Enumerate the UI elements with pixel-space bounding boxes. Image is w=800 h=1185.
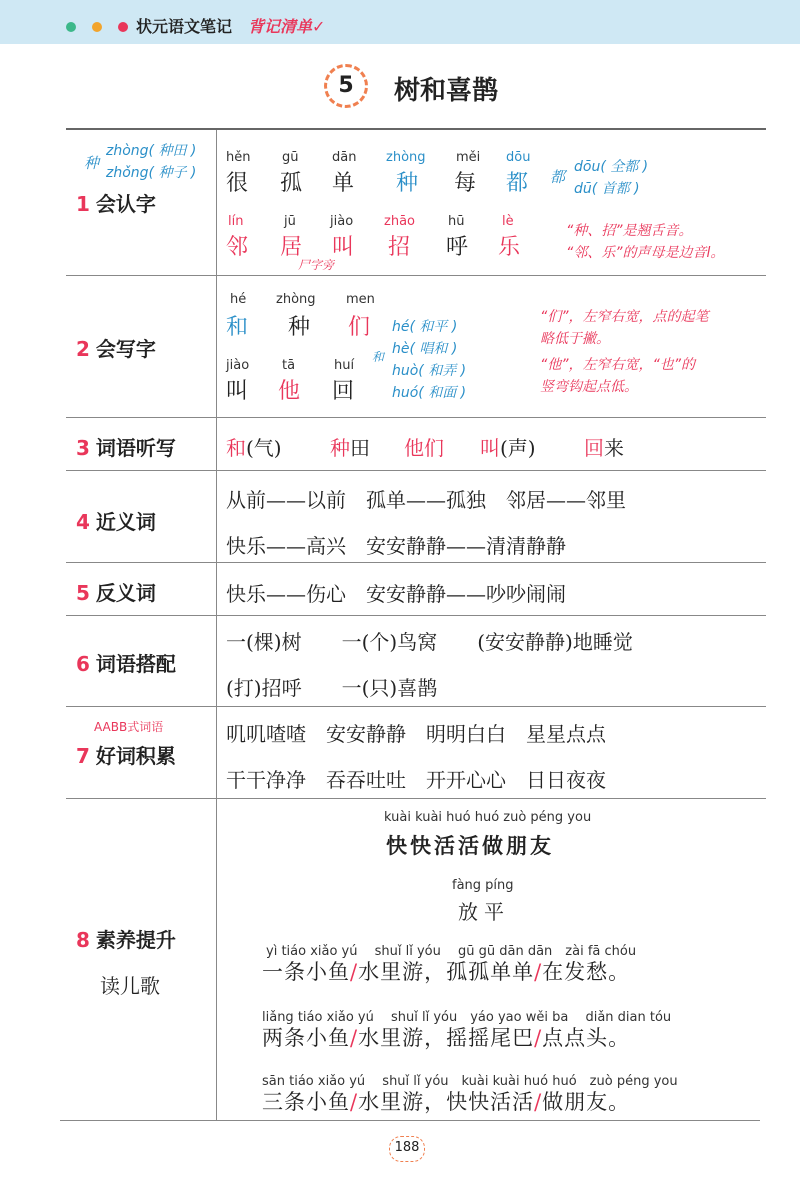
pinyin: zhòng bbox=[386, 150, 426, 165]
dictation-char: 他们 bbox=[404, 436, 444, 460]
pause-mark: / bbox=[350, 1090, 359, 1114]
rhyme-author: 放平 bbox=[458, 900, 510, 924]
character: 叫 bbox=[226, 379, 249, 404]
section-literacy-sublabel: 读儿歌 bbox=[100, 974, 160, 998]
write-note-4: 竖弯钩起点低。 bbox=[540, 379, 638, 395]
rhyme-segment: 三条小鱼 bbox=[262, 1090, 350, 1114]
section-number: 2 bbox=[76, 337, 90, 361]
dictation-item bbox=[584, 432, 624, 461]
character: 和 bbox=[226, 315, 249, 340]
dou-note-a: dōu( 全都 ) bbox=[574, 159, 649, 175]
pinyin: hé bbox=[230, 292, 247, 307]
section-recognize-label bbox=[76, 188, 156, 217]
synonyms-line: 快乐——高兴 安安静静——清清静静 bbox=[226, 534, 566, 558]
rhyme-title: 快快活活做朋友 bbox=[386, 834, 554, 858]
lesson-title: 树和喜鹊 bbox=[394, 76, 499, 106]
section-synonyms-label bbox=[76, 506, 156, 535]
he-note: hè( 唱和 ) bbox=[392, 341, 458, 357]
section-label-text: 反义词 bbox=[95, 581, 156, 605]
rhyme-segment: 水里游，摇摇尾巴 bbox=[358, 1026, 535, 1050]
recognize-note-2: “邻、乐”的声母是边音l。 bbox=[566, 245, 725, 261]
dictation-rest: 田 bbox=[350, 436, 370, 460]
section-literacy-label bbox=[76, 924, 176, 953]
header-bar bbox=[0, 0, 800, 44]
dictation-item bbox=[226, 432, 282, 461]
zhong-note-a: zhòng( 种田 ) bbox=[106, 143, 197, 159]
pinyin: hěn bbox=[226, 150, 251, 165]
write-note-2: 略低于撇。 bbox=[540, 331, 610, 347]
rhyme-segment: 点点头。 bbox=[542, 1026, 631, 1050]
dictation-char: 种 bbox=[330, 436, 350, 460]
collocation-line: (打)招呼 一(只)喜鹊 bbox=[226, 676, 438, 700]
good-words-line: 干干净净 吞吞吐吐 开开心心 日日夜夜 bbox=[226, 768, 606, 792]
he-note: hé( 和平 ) bbox=[392, 319, 458, 335]
character: 们 bbox=[348, 315, 371, 340]
rhyme-title-pinyin: kuài kuài huó huó zuò péng you bbox=[384, 810, 592, 825]
pause-mark: / bbox=[350, 1026, 359, 1050]
character: 回 bbox=[332, 379, 355, 404]
ju-radical-note: 尸字旁 bbox=[298, 258, 335, 272]
lesson-number: 5 bbox=[324, 64, 368, 108]
section-dictation-label bbox=[76, 432, 176, 461]
zhong-note-char: 种 bbox=[84, 154, 100, 172]
section-number: 3 bbox=[76, 436, 90, 460]
character: 很 bbox=[226, 171, 249, 196]
rhyme-segment: 做朋友。 bbox=[542, 1090, 631, 1114]
rhyme-segment: 一条小鱼 bbox=[262, 960, 350, 984]
row-divider bbox=[66, 798, 766, 799]
pause-mark: / bbox=[350, 960, 359, 984]
study-table bbox=[66, 128, 766, 1120]
list-title-text: 背记清单 bbox=[248, 17, 313, 36]
pause-mark: / bbox=[534, 1026, 543, 1050]
rhyme-line bbox=[262, 956, 630, 986]
dictation-rest: (气) bbox=[246, 436, 282, 460]
pinyin: zhāo bbox=[384, 214, 415, 229]
pinyin: měi bbox=[456, 150, 481, 165]
dictation-char: 和 bbox=[226, 436, 246, 460]
section-label-text: 近义词 bbox=[95, 510, 156, 534]
row-divider bbox=[66, 470, 766, 471]
rhyme-segment: 两条小鱼 bbox=[262, 1026, 350, 1050]
he-note: huó( 和面 ) bbox=[392, 385, 467, 401]
checkmark-icon: ✓ bbox=[312, 17, 326, 36]
row-divider bbox=[66, 562, 766, 563]
aabb-note: AABB式词语 bbox=[94, 720, 164, 734]
rhyme-line-pinyin: yì tiáo xiǎo yú shuǐ lǐ yóu gū gū dān dān zài fā chóu bbox=[266, 944, 637, 959]
section-number: 6 bbox=[76, 652, 90, 676]
rhyme-segment: 水里游，孤孤单单 bbox=[358, 960, 535, 984]
write-note-1: “们”，左窄右宽，点的起笔 bbox=[540, 309, 709, 325]
section-label-text: 素养提升 bbox=[95, 928, 176, 952]
column-divider bbox=[216, 130, 217, 1120]
book-title: 状元语文笔记 bbox=[136, 17, 233, 36]
section-antonyms-label bbox=[76, 577, 156, 606]
character: 每 bbox=[454, 171, 477, 196]
pinyin: hū bbox=[448, 214, 465, 229]
section-label-text: 会认字 bbox=[95, 192, 156, 216]
dou-note-char: 都 bbox=[550, 168, 566, 186]
character: 乐 bbox=[498, 235, 521, 260]
dictation-item bbox=[480, 432, 536, 461]
pinyin: tā bbox=[282, 358, 296, 373]
dictation-char: 回 bbox=[584, 436, 604, 460]
zhong-note-b: zhǒng( 种子 ) bbox=[106, 165, 197, 181]
pinyin: huí bbox=[334, 358, 355, 373]
pinyin: zhòng bbox=[276, 292, 316, 307]
antonyms-line: 快乐——伤心 安安静静——吵吵闹闹 bbox=[226, 582, 566, 606]
rhyme-segment: 在发愁。 bbox=[542, 960, 631, 984]
row-divider bbox=[66, 417, 766, 418]
pinyin: dān bbox=[332, 150, 357, 165]
page-number: 188 bbox=[389, 1136, 425, 1162]
character: 孤 bbox=[280, 171, 303, 196]
green-dot-icon bbox=[66, 22, 76, 32]
section-label-text: 词语听写 bbox=[95, 436, 176, 460]
rhyme-line-pinyin: sān tiáo xiǎo yú shuǐ lǐ yóu kuài kuài huó huó zuò péng you bbox=[262, 1074, 678, 1089]
character: 招 bbox=[388, 235, 411, 260]
pause-mark: / bbox=[534, 960, 543, 984]
recognize-note-1: “种、招”是翘舌音。 bbox=[566, 223, 693, 239]
dictation-char: 叫 bbox=[480, 436, 500, 460]
row-divider bbox=[66, 615, 766, 616]
good-words-line: 叽叽喳喳 安安静静 明明白白 星星点点 bbox=[226, 722, 606, 746]
orange-dot-icon bbox=[92, 22, 102, 32]
dictation-item bbox=[330, 432, 370, 461]
character: 邻 bbox=[226, 235, 249, 260]
dictation-rest: 来 bbox=[604, 436, 624, 460]
character: 都 bbox=[506, 171, 529, 196]
rhyme-line-pinyin: liǎng tiáo xiǎo yú shuǐ lǐ yóu yáo yao wěi ba diǎn dian tóu bbox=[262, 1010, 672, 1025]
section-label-text: 会写字 bbox=[95, 337, 156, 361]
pinyin: lè bbox=[502, 214, 514, 229]
section-good-words-label bbox=[76, 740, 176, 769]
bottom-rule bbox=[60, 1120, 760, 1121]
character: 他 bbox=[278, 379, 301, 404]
collocation-line: 一(棵)树 一(个)鸟窝 (安安静静)地睡觉 bbox=[226, 630, 633, 654]
section-number: 7 bbox=[76, 744, 90, 768]
character: 呼 bbox=[446, 235, 469, 260]
character: 叫 bbox=[332, 235, 355, 260]
section-collocation-label bbox=[76, 648, 176, 677]
section-number: 8 bbox=[76, 928, 90, 952]
synonyms-line: 从前——以前 孤单——孤独 邻居——邻里 bbox=[226, 488, 626, 512]
row-divider bbox=[66, 706, 766, 707]
character: 种 bbox=[396, 171, 419, 196]
list-title bbox=[248, 14, 325, 37]
rhyme-author-pinyin: fàng píng bbox=[452, 878, 514, 893]
rhyme-segment: 水里游，快快活活 bbox=[358, 1090, 535, 1114]
dictation-rest: (声) bbox=[500, 436, 536, 460]
pinyin: jiào bbox=[330, 214, 354, 229]
section-write-label bbox=[76, 333, 156, 362]
pinyin: jū bbox=[284, 214, 296, 229]
section-number: 1 bbox=[76, 192, 90, 216]
character: 单 bbox=[332, 171, 355, 196]
pause-mark: / bbox=[534, 1090, 543, 1114]
pinyin: lín bbox=[228, 214, 244, 229]
row-divider bbox=[66, 275, 766, 276]
rhyme-line bbox=[262, 1086, 630, 1116]
rhyme-line bbox=[262, 1022, 630, 1052]
section-number: 5 bbox=[76, 581, 90, 605]
write-note-3: “他”，左窄右宽，“也”的 bbox=[540, 357, 696, 373]
pinyin: men bbox=[346, 292, 375, 307]
dou-note-b: dū( 首都 ) bbox=[574, 181, 640, 197]
pinyin: jiào bbox=[226, 358, 250, 373]
red-dot-icon bbox=[118, 22, 128, 32]
character: 种 bbox=[288, 315, 311, 340]
pinyin: gū bbox=[282, 150, 299, 165]
dictation-item bbox=[404, 432, 444, 461]
section-label-text: 好词积累 bbox=[95, 744, 176, 768]
section-label-text: 词语搭配 bbox=[95, 652, 176, 676]
pinyin: dōu bbox=[506, 150, 531, 165]
section-number: 4 bbox=[76, 510, 90, 534]
he-note: huò( 和弄 ) bbox=[392, 363, 467, 379]
character: 居 bbox=[280, 235, 303, 260]
he-note-char: 和 bbox=[372, 350, 385, 364]
